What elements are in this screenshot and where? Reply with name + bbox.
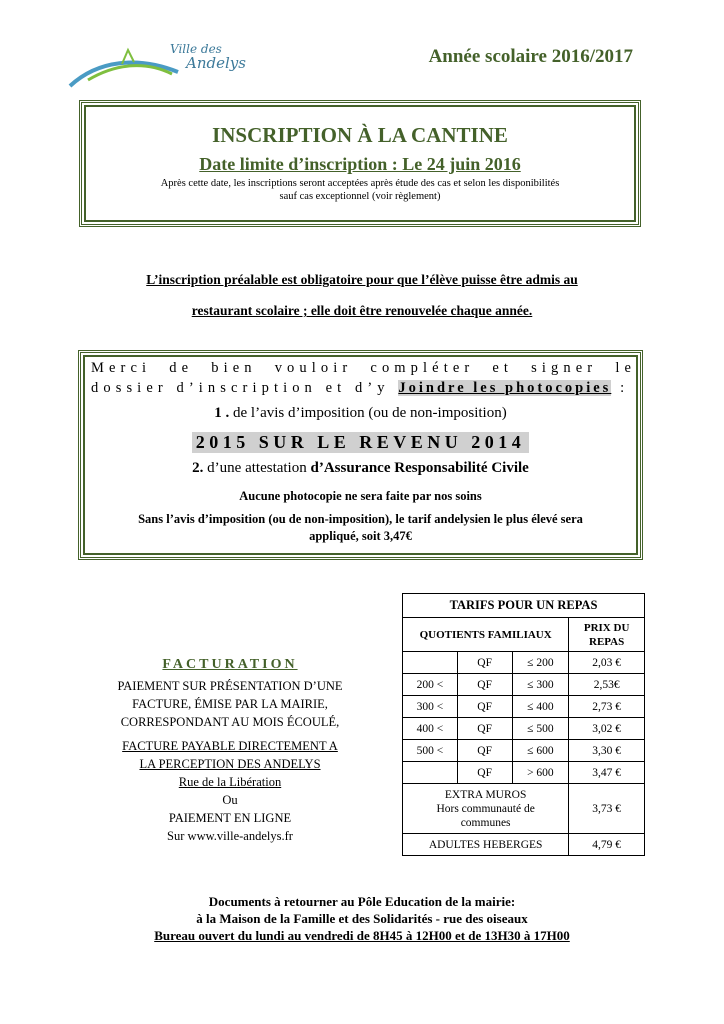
page-title: INSCRIPTION À LA CANTINE: [212, 123, 508, 147]
tariff-to: > 600: [512, 762, 569, 784]
table-row: [403, 674, 645, 696]
document-item-2-text: d’une attestation: [207, 460, 307, 476]
tariff-qf: QF: [457, 674, 512, 696]
mandatory-notice-line2: restaurant scolaire ; elle doit être renouvelée chaque année.: [191, 303, 533, 318]
footer-line3: Bureau ouvert du lundi au vendredi de 8H45 à 12H00 et de 13H30 à 17H00: [154, 928, 570, 943]
deadline-note: [82, 177, 638, 203]
logo-text-ville: Ville des: [170, 42, 222, 56]
deadline-note-line2: sauf cas exceptionnel (voir règlement): [279, 191, 441, 202]
tariff-qf: QF: [457, 718, 512, 740]
documents-intro-text: Merci de bien vouloir compléter et signer le dossier d’inscription et d’y: [91, 360, 636, 396]
mandatory-notice-line1: L’inscription préalable est obligatoire pour que l’élève puisse être admis au: [146, 272, 578, 287]
tariff-from: [403, 762, 458, 784]
table-row: [403, 762, 645, 784]
documents-intro-highlight: Joindre les photocopies: [398, 380, 612, 396]
tax-warning: [81, 511, 640, 545]
tariff-from: 500 <: [403, 740, 458, 762]
facturation-section: [88, 656, 372, 845]
tariff-col-price-line2: REPAS: [589, 635, 625, 648]
footer-line2: à la Maison de la Famille et des Solidarités - rue des oiseaux: [196, 911, 528, 926]
tariff-from: [403, 652, 458, 674]
document-item-1: [81, 405, 640, 422]
tariff-table-title: TARIFS POUR UN REPAS: [403, 594, 645, 618]
tariff-col-quotients: QUOTIENTS FAMILIAUX: [403, 618, 569, 652]
document-item-1-year-line: [81, 432, 640, 453]
document-item-2-bold: d’Assurance Responsabilité Civile: [310, 460, 529, 476]
tariff-col-price: [569, 618, 645, 652]
facturation-line1: PAIEMENT SUR PRÉSENTATION D’UNE: [117, 679, 343, 693]
tariff-price: 3,02 €: [569, 718, 645, 740]
tariff-extra-line1: EXTRA MUROS: [444, 788, 527, 801]
tariff-to: ≤ 500: [512, 718, 569, 740]
document-item-1-num: 1 .: [214, 405, 230, 421]
facturation-line2: FACTURE, ÉMISE PAR LA MAIRIE,: [132, 697, 328, 711]
table-row: [403, 784, 645, 834]
logo-text-andelys: Andelys: [186, 54, 246, 72]
logo: [68, 40, 258, 92]
footer-line1: Documents à retourner au Pôle Education de la mairie:: [208, 894, 516, 909]
tariff-price: 3,30 €: [569, 740, 645, 762]
tariff-extra-muros: [403, 784, 569, 834]
table-row: [403, 652, 645, 674]
tariff-qf: QF: [457, 740, 512, 762]
document-item-1-year: 2015 SUR LE REVENU 2014: [192, 432, 530, 453]
tariff-adults-label: ADULTES HEBERGES: [403, 834, 569, 856]
tariff-price: 2,73 €: [569, 696, 645, 718]
facturation-line7: Ou: [222, 793, 238, 807]
tariff-qf: QF: [457, 652, 512, 674]
tariff-extra-price: 3,73 €: [569, 784, 645, 834]
tax-warning-line2: appliqué, soit 3,47€: [309, 529, 412, 543]
tariff-adults-price: 4,79 €: [569, 834, 645, 856]
tariff-to: ≤ 200: [512, 652, 569, 674]
tariff-from: 300 <: [403, 696, 458, 718]
tariff-from: 400 <: [403, 718, 458, 740]
tariff-price: 2,03 €: [569, 652, 645, 674]
facturation-title: FACTURATION: [162, 657, 298, 672]
table-row: [403, 834, 645, 856]
tariff-qf: QF: [457, 762, 512, 784]
tax-warning-line1: Sans l’avis d’imposition (ou de non-imposition), le tarif andelysien le plus élevé sera: [138, 512, 583, 526]
document-item-2-num: 2.: [192, 460, 204, 476]
tariff-from: 200 <: [403, 674, 458, 696]
tariff-to: ≤ 300: [512, 674, 569, 696]
tariff-price: 3,47 €: [569, 762, 645, 784]
tariff-to: ≤ 600: [512, 740, 569, 762]
deadline: Date limite d’inscription : Le 24 juin 2016: [199, 154, 521, 174]
facturation-line4: FACTURE PAYABLE DIRECTEMENT A: [122, 739, 338, 753]
mandatory-notice: [70, 264, 654, 326]
documents-intro: [91, 358, 636, 398]
tariff-extra-line2: Hors communauté de: [436, 802, 535, 815]
table-row: [403, 718, 645, 740]
tariff-col-price-line1: PRIX DU: [583, 621, 630, 634]
document-item-2: [81, 460, 640, 477]
tariff-table: [402, 593, 645, 856]
deadline-note-line1: Après cette date, les inscriptions seront acceptées après étude des cas et selon les disponibilités: [160, 178, 560, 189]
header-box: [79, 100, 641, 227]
documents-box: [78, 350, 643, 560]
table-row: [403, 696, 645, 718]
tariff-price: 2,53€: [569, 674, 645, 696]
facturation-line9: Sur www.ville-andelys.fr: [167, 829, 293, 843]
facturation-line6: Rue de la Libération: [178, 775, 282, 789]
documents-intro-end: :: [620, 380, 630, 396]
facturation-line3: CORRESPONDANT AU MOIS ÉCOULÉ,: [120, 715, 340, 729]
facturation-line8: PAIEMENT EN LIGNE: [168, 811, 292, 825]
document-item-1-text: de l’avis d’imposition (ou de non-imposition): [233, 405, 507, 421]
footer: [70, 893, 654, 944]
school-year: Année scolaire 2016/2017: [428, 46, 633, 67]
tariff-extra-line3: communes: [460, 816, 511, 829]
facturation-line5: LA PERCEPTION DES ANDELYS: [139, 757, 321, 771]
tariff-qf: QF: [457, 696, 512, 718]
table-row: [403, 740, 645, 762]
tariff-to: ≤ 400: [512, 696, 569, 718]
no-photocopy-notice: Aucune photocopie ne sera faite par nos soins: [239, 489, 482, 503]
